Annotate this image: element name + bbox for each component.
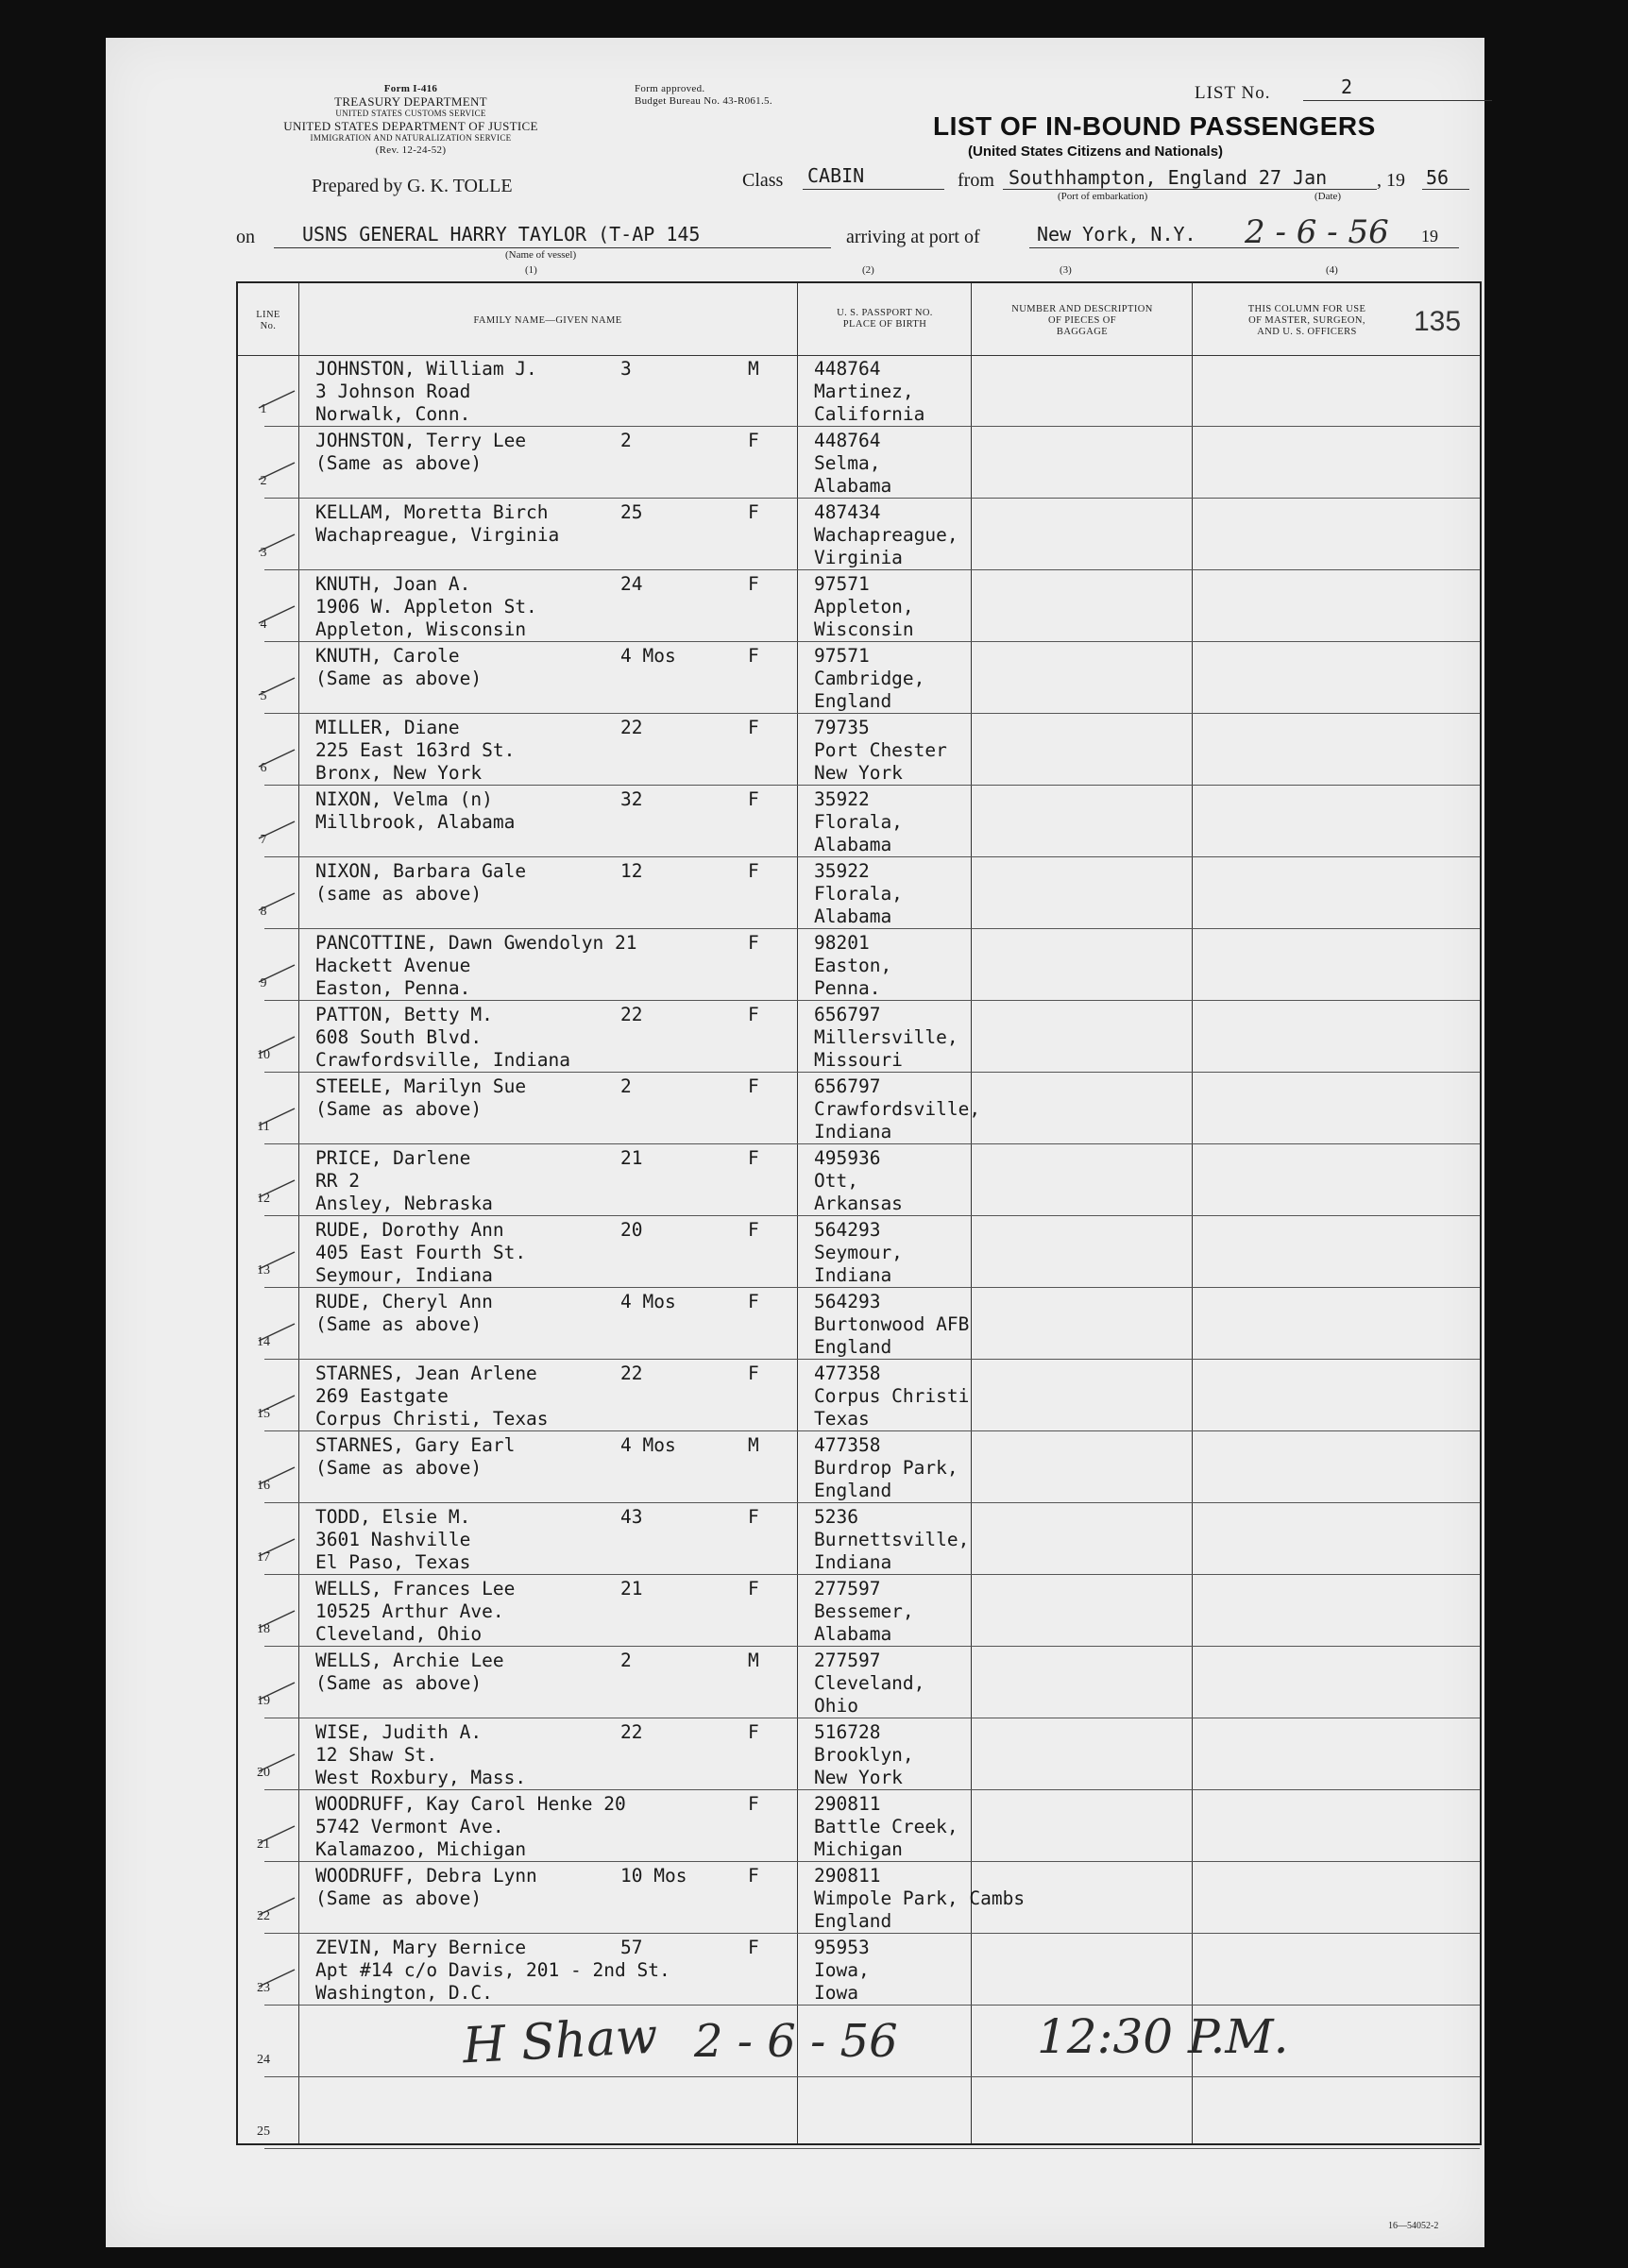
form-number: Form I-416 — [383, 83, 438, 94]
checkmark-icon — [257, 1464, 298, 1488]
address-line-2: Seymour, Indiana — [315, 1264, 493, 1286]
sex: F — [748, 1004, 759, 1025]
passport-number: 477358 — [814, 1434, 881, 1456]
line-number: 7 — [260, 833, 267, 847]
birth-place-1: Selma, — [814, 452, 881, 474]
age: 24 — [620, 573, 643, 595]
address-line-2: Easton, Penna. — [315, 977, 471, 999]
age: 22 — [620, 1721, 643, 1743]
passenger-name: PATTON, Betty M. — [315, 1004, 493, 1025]
birth-place-2: Wisconsin — [814, 618, 914, 640]
birth-place-2: Missouri — [814, 1049, 903, 1071]
table-row — [238, 1360, 1480, 1431]
on-label: on — [236, 227, 255, 247]
birth-place-1: Florala, — [814, 883, 903, 905]
line-number: 13 — [257, 1263, 270, 1278]
table-row — [238, 1073, 1480, 1144]
sex: F — [748, 1578, 759, 1599]
age: 2 — [620, 430, 632, 451]
address-line-2: West Roxbury, Mass. — [315, 1767, 527, 1788]
vessel-line — [274, 247, 831, 248]
age: 10 Mos — [620, 1865, 687, 1887]
age: 4 Mos — [620, 1291, 676, 1312]
passport-number: 516728 — [814, 1721, 881, 1743]
birth-place-1: Appleton, — [814, 596, 914, 618]
passenger-name: WELLS, Frances Lee — [315, 1578, 516, 1599]
birth-place-2: Indiana — [814, 1551, 892, 1573]
passenger-name: STARNES, Jean Arlene — [315, 1362, 537, 1384]
birth-place-1: Burtonwood AFB — [814, 1313, 970, 1335]
header-name: FAMILY NAME—GIVEN NAME — [473, 315, 622, 326]
line-number: 14 — [257, 1335, 270, 1349]
birth-place-2: Ohio — [814, 1695, 858, 1717]
sex: F — [748, 788, 759, 810]
sex: F — [748, 430, 759, 451]
passenger-name: STARNES, Gary Earl — [315, 1434, 516, 1456]
passport-number: 277597 — [814, 1578, 881, 1599]
address-line-1: RR 2 — [315, 1170, 360, 1192]
arriving-label: arriving at port of — [846, 227, 980, 247]
birth-place-1: Bessemer, — [814, 1600, 914, 1622]
address-line-2: Appleton, Wisconsin — [315, 618, 527, 640]
passport-number: 564293 — [814, 1291, 881, 1312]
checkmark-icon — [257, 746, 298, 770]
col-caption-3: (3) — [1060, 264, 1072, 276]
checkmark-icon — [257, 818, 298, 842]
sex: F — [748, 1075, 759, 1097]
passport-number: 290811 — [814, 1865, 881, 1887]
checkmark-icon — [257, 1822, 298, 1847]
passport-number: 35922 — [814, 860, 870, 882]
birth-place-2: Virginia — [814, 547, 903, 568]
birth-place-2: England — [814, 1910, 892, 1932]
arrival-date-handwritten: 2 - 6 - 56 — [1245, 213, 1389, 251]
line-number: 1 — [260, 402, 267, 416]
col-caption-4: (4) — [1326, 264, 1338, 276]
table-row — [238, 499, 1480, 570]
checkmark-icon — [257, 602, 298, 627]
address-line-1: 5742 Vermont Ave. — [315, 1816, 504, 1837]
passport-number: 477358 — [814, 1362, 881, 1384]
passenger-table — [236, 281, 1482, 2145]
address-line-2: Norwalk, Conn. — [315, 403, 471, 425]
year-line — [1422, 189, 1469, 190]
table-row — [238, 786, 1480, 857]
checkmark-icon — [257, 1105, 298, 1129]
header-officers: THIS COLUMN FOR USE OF MASTER, SURGEON, AND U. S. OFFICERS — [1247, 304, 1366, 337]
birth-place-2: New York — [814, 1767, 903, 1788]
address-line-1: 3 Johnson Road — [315, 381, 471, 402]
address-line-2: Corpus Christi, Texas — [315, 1408, 549, 1430]
passport-number: 564293 — [814, 1219, 881, 1241]
passenger-name: KELLAM, Moretta Birch — [315, 501, 549, 523]
sex: F — [748, 1362, 759, 1384]
passenger-name: WELLS, Archie Lee — [315, 1650, 504, 1671]
passenger-name: WOODRUFF, Debra Lynn — [315, 1865, 537, 1887]
checkmark-icon — [257, 531, 298, 555]
passport-number: 656797 — [814, 1075, 881, 1097]
birth-place-2: England — [814, 1336, 892, 1358]
table-row — [238, 1934, 1480, 2006]
passenger-name: RUDE, Cheryl Ann — [315, 1291, 493, 1312]
passport-number: 97571 — [814, 645, 870, 667]
line-number: 15 — [257, 1407, 270, 1421]
birth-place-2: Indiana — [814, 1264, 892, 1286]
passenger-name: JOHNSTON, Terry Lee — [315, 430, 527, 451]
passport-number: 448764 — [814, 358, 881, 380]
line-number: 19 — [257, 1694, 270, 1708]
birth-place-1: Corpus Christi — [814, 1385, 970, 1407]
stamp-number: 135 — [1414, 306, 1462, 337]
checkmark-icon — [257, 459, 298, 483]
address-line-1: (Same as above) — [315, 668, 483, 689]
class-label: Class — [742, 170, 784, 191]
table-row — [238, 427, 1480, 499]
age: 12 — [620, 860, 643, 882]
table-row — [238, 1790, 1480, 1862]
form-approved: Form approved. — [635, 83, 705, 94]
class-value: CABIN — [807, 164, 865, 187]
form-agency-block — [227, 83, 595, 157]
checkmark-icon — [257, 1535, 298, 1560]
line-number: 10 — [257, 1048, 270, 1062]
birth-place-2: Alabama — [814, 834, 892, 855]
arrival-port: New York, N.Y. — [1037, 223, 1196, 245]
line-number: 24 — [257, 2053, 270, 2067]
checkmark-icon — [257, 961, 298, 986]
arrival-year: 19 — [1421, 227, 1438, 245]
address-line-1: Millbrook, Alabama — [315, 811, 516, 833]
age: 2 — [620, 1650, 632, 1671]
sex: F — [748, 1793, 759, 1815]
sex: F — [748, 860, 759, 882]
sex: F — [748, 1506, 759, 1528]
line-number: 8 — [260, 905, 267, 919]
address-line-1: 3601 Nashville — [315, 1529, 471, 1550]
address-line-1: 225 East 163rd St. — [315, 739, 516, 761]
address-line-2: El Paso, Texas — [315, 1551, 471, 1573]
address-line-1: (Same as above) — [315, 1313, 483, 1335]
table-row — [238, 1575, 1480, 1647]
checkmark-icon — [257, 1751, 298, 1775]
table-row — [238, 857, 1480, 929]
line-number: 2 — [260, 474, 267, 488]
birth-place-1: Brooklyn, — [814, 1744, 914, 1766]
age: 21 — [620, 1578, 643, 1599]
birth-place-1: Wimpole Park, Cambs — [814, 1887, 1026, 1909]
birth-place-1: Burdrop Park, — [814, 1457, 958, 1479]
approval-block — [635, 83, 861, 108]
table-row — [238, 714, 1480, 786]
passport-number: 277597 — [814, 1650, 881, 1671]
header-passport: U. S. PASSPORT NO. PLACE OF BIRTH — [837, 308, 933, 330]
line-number: 16 — [257, 1479, 270, 1493]
list-no-value: 2 — [1341, 76, 1353, 98]
line-number: 20 — [257, 1766, 270, 1780]
age: 43 — [620, 1506, 643, 1528]
birth-place-1: Port Chester — [814, 739, 947, 761]
year-suffix: 56 — [1426, 166, 1450, 189]
line-number: 22 — [257, 1909, 270, 1923]
passenger-rows — [238, 355, 1480, 2143]
age: 20 — [620, 1219, 643, 1241]
age: 25 — [620, 501, 643, 523]
col-caption-1: (1) — [525, 264, 537, 276]
birth-place-1: Iowa, — [814, 1959, 870, 1981]
embarkation-value: Southhampton, England 27 Jan — [1009, 166, 1328, 189]
birth-place-1: Cambridge, — [814, 668, 925, 689]
age: 4 Mos — [620, 1434, 676, 1456]
line-number: 12 — [257, 1192, 270, 1206]
birth-place-2: New York — [814, 762, 903, 784]
sex: F — [748, 645, 759, 667]
sex: M — [748, 1650, 759, 1671]
date-caption: (Date) — [1314, 191, 1342, 202]
checkmark-icon — [257, 1966, 298, 1990]
table-row — [238, 1503, 1480, 1575]
treasury-dept: TREASURY DEPARTMENT — [334, 94, 487, 109]
passenger-name: MILLER, Diane — [315, 717, 460, 738]
col-caption-2: (2) — [862, 264, 874, 276]
page-subtitle: (United States Citizens and Nationals) — [968, 144, 1224, 160]
address-line-1: (Same as above) — [315, 452, 483, 474]
address-line-1: 608 South Blvd. — [315, 1026, 483, 1048]
birth-place-2: Indiana — [814, 1121, 892, 1142]
list-no-line — [1303, 100, 1492, 101]
address-line-1: (Same as above) — [315, 1098, 483, 1120]
birth-place-2: Iowa — [814, 1982, 858, 2004]
address-line-1: 12 Shaw St. — [315, 1744, 438, 1766]
checkmark-icon — [257, 1248, 298, 1273]
passenger-name: WISE, Judith A. — [315, 1721, 483, 1743]
table-row — [238, 1862, 1480, 1934]
birth-place-2: Arkansas — [814, 1193, 903, 1214]
list-no-label: LIST No. — [1195, 83, 1271, 103]
birth-place-1: Crawfordsville, — [814, 1098, 981, 1120]
checkmark-icon — [257, 1320, 298, 1345]
age: 21 — [620, 1147, 643, 1169]
sex: M — [748, 1434, 759, 1456]
birth-place-1: Millersville, — [814, 1026, 958, 1048]
birth-place-2: England — [814, 1480, 892, 1501]
prepared-by: Prepared by G. K. TOLLE — [312, 176, 513, 196]
birth-place-1: Easton, — [814, 955, 892, 976]
passenger-name: WOODRUFF, Kay Carol Henke 20 — [315, 1793, 626, 1815]
passenger-name: ZEVIN, Mary Bernice — [315, 1937, 527, 1958]
birth-place-2: Alabama — [814, 1623, 892, 1645]
passenger-name: PANCOTTINE, Dawn Gwendolyn 21 — [315, 932, 637, 954]
checkmark-icon — [257, 674, 298, 699]
inspection-time: 12:30 P.M. — [1037, 2009, 1289, 2064]
birth-place-2: Alabama — [814, 906, 892, 927]
birth-place-2: Michigan — [814, 1838, 903, 1860]
passport-number: 487434 — [814, 501, 881, 523]
address-line-1: 10525 Arthur Ave. — [315, 1600, 504, 1622]
line-number: 4 — [260, 618, 267, 632]
line-number: 17 — [257, 1550, 270, 1565]
ins-service: IMMIGRATION AND NATURALIZATION SERVICE — [310, 133, 512, 143]
sex: F — [748, 1865, 759, 1887]
address-line-2: Bronx, New York — [315, 762, 483, 784]
birth-place-1: Martinez, — [814, 381, 914, 402]
address-line-2: Crawfordsville, Indiana — [315, 1049, 571, 1071]
birth-place-2: England — [814, 690, 892, 712]
checkmark-icon — [257, 1607, 298, 1632]
birth-place-2: Penna. — [814, 977, 881, 999]
address-line-2: Kalamazoo, Michigan — [315, 1838, 527, 1860]
year-prefix: , 19 — [1377, 170, 1405, 191]
inspection-date: 2 - 6 - 56 — [694, 2015, 898, 2068]
table-row — [238, 355, 1480, 427]
sex: F — [748, 1147, 759, 1169]
checkmark-icon — [257, 889, 298, 914]
table-row — [238, 1216, 1480, 1288]
checkmark-icon — [257, 1679, 298, 1703]
vessel-caption: (Name of vessel) — [505, 249, 577, 261]
customs-service: UNITED STATES CUSTOMS SERVICE — [335, 109, 486, 118]
line-number: 18 — [257, 1622, 270, 1636]
birth-place-2: Alabama — [814, 475, 892, 497]
address-line-1: Hackett Avenue — [315, 955, 471, 976]
address-line-1: (Same as above) — [315, 1887, 483, 1909]
checkmark-icon — [257, 1392, 298, 1416]
address-line-2: Ansley, Nebraska — [315, 1193, 493, 1214]
passport-number: 5236 — [814, 1506, 858, 1528]
address-line-1: (same as above) — [315, 883, 483, 905]
table-row — [238, 570, 1480, 642]
checkmark-icon — [257, 1176, 298, 1201]
sex: F — [748, 1219, 759, 1241]
justice-dept: UNITED STATES DEPARTMENT OF JUSTICE — [283, 119, 538, 133]
age: 32 — [620, 788, 643, 810]
passenger-name: KNUTH, Carole — [315, 645, 460, 667]
table-row — [238, 1647, 1480, 1718]
passenger-name: RUDE, Dorothy Ann — [315, 1219, 504, 1241]
address-line-2: Cleveland, Ohio — [315, 1623, 483, 1645]
address-line-2: Washington, D.C. — [315, 1982, 493, 2004]
passenger-name: TODD, Elsie M. — [315, 1506, 471, 1528]
birth-place-1: Florala, — [814, 811, 903, 833]
passport-number: 448764 — [814, 430, 881, 451]
line-number: 21 — [257, 1837, 270, 1852]
table-row — [238, 1431, 1480, 1503]
line-number: 3 — [260, 546, 267, 560]
passenger-name: JOHNSTON, William J. — [315, 358, 537, 380]
age: 2 — [620, 1075, 632, 1097]
passenger-name: PRICE, Darlene — [315, 1147, 471, 1169]
table-row — [238, 929, 1480, 1001]
sex: F — [748, 932, 759, 954]
sex: M — [748, 358, 759, 380]
sex: F — [748, 501, 759, 523]
sex: F — [748, 1937, 759, 1958]
page-title: LIST OF IN-BOUND PASSENGERS — [933, 111, 1376, 141]
line-number: 9 — [260, 976, 267, 990]
age: 22 — [620, 1362, 643, 1384]
header-baggage: NUMBER AND DESCRIPTION OF PIECES OF BAGGAGE — [1011, 304, 1153, 337]
table-row — [238, 2077, 1480, 2149]
address-line-1: 405 East Fourth St. — [315, 1242, 527, 1263]
passenger-name: STEELE, Marilyn Sue — [315, 1075, 527, 1097]
footer-code: 16—54052-2 — [1388, 2221, 1439, 2231]
address-line-1: Apt #14 c/o Davis, 201 - 2nd St. — [315, 1959, 670, 1981]
checkmark-icon — [257, 1033, 298, 1058]
birth-place-2: California — [814, 403, 925, 425]
table-row — [238, 642, 1480, 714]
from-line — [1003, 189, 1377, 190]
table-row — [238, 1001, 1480, 1073]
passport-number: 290811 — [814, 1793, 881, 1815]
sex: F — [748, 573, 759, 595]
budget-bureau: Budget Bureau No. 43-R061.5. — [635, 95, 772, 107]
age: 4 Mos — [620, 645, 676, 667]
passport-number: 95953 — [814, 1937, 870, 1958]
passport-number: 656797 — [814, 1004, 881, 1025]
inspector-signature: H Shaw — [461, 2007, 659, 2075]
table-row — [238, 1144, 1480, 1216]
table-row — [238, 1718, 1480, 1790]
revision-date: (Rev. 12-24-52) — [375, 144, 447, 156]
birth-place-1: Battle Creek, — [814, 1816, 958, 1837]
sex: F — [748, 717, 759, 738]
address-line-1: 269 Eastgate — [315, 1385, 449, 1407]
class-line — [803, 189, 944, 190]
birth-place-1: Burnettsville, — [814, 1529, 970, 1550]
arrival-line — [1029, 247, 1459, 248]
checkmark-icon — [257, 387, 298, 412]
passenger-name: NIXON, Barbara Gale — [315, 860, 527, 882]
birth-place-1: Seymour, — [814, 1242, 903, 1263]
line-number: 25 — [257, 2124, 270, 2139]
line-number: 23 — [257, 1981, 270, 1995]
passenger-name: NIXON, Velma (n) — [315, 788, 493, 810]
birth-place-1: Cleveland, — [814, 1672, 925, 1694]
address-line-1: 1906 W. Appleton St. — [315, 596, 537, 618]
birth-place-1: Ott, — [814, 1170, 858, 1192]
sex: F — [748, 1721, 759, 1743]
address-line-1: Wachapreague, Virginia — [315, 524, 560, 546]
passenger-name: KNUTH, Joan A. — [315, 573, 471, 595]
vessel-name: USNS GENERAL HARRY TAYLOR (T-AP 145 — [302, 223, 701, 245]
address-line-1: (Same as above) — [315, 1457, 483, 1479]
line-number: 11 — [257, 1120, 270, 1134]
age: 22 — [620, 717, 643, 738]
port-embark-caption: (Port of embarkation) — [1058, 191, 1148, 202]
from-label: from — [958, 170, 994, 191]
passport-number: 35922 — [814, 788, 870, 810]
birth-place-2: Texas — [814, 1408, 870, 1430]
age: 3 — [620, 358, 632, 380]
line-number: 6 — [260, 761, 267, 775]
address-line-1: (Same as above) — [315, 1672, 483, 1694]
passport-number: 495936 — [814, 1147, 881, 1169]
table-row — [238, 1288, 1480, 1360]
checkmark-icon — [257, 1894, 298, 1919]
age: 22 — [620, 1004, 643, 1025]
birth-place-1: Wachapreague, — [814, 524, 958, 546]
line-number: 5 — [260, 689, 267, 703]
header-line-no: LINE No. — [256, 310, 280, 331]
row-divider — [264, 2148, 1480, 2149]
passport-number: 97571 — [814, 573, 870, 595]
age: 57 — [620, 1937, 643, 1958]
passport-number: 98201 — [814, 932, 870, 954]
passport-number: 79735 — [814, 717, 870, 738]
sex: F — [748, 1291, 759, 1312]
